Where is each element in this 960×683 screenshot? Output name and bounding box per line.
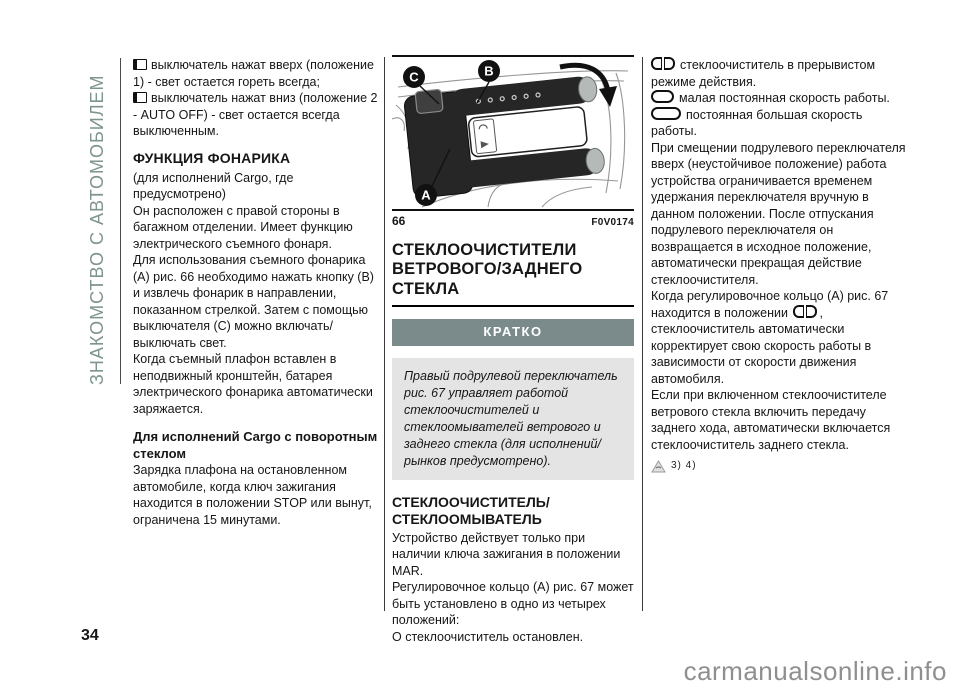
callout-a-label: A [421, 187, 431, 203]
callout-c-label: C [409, 69, 419, 85]
switch-position-icon [133, 59, 147, 70]
bullet-text: выключатель нажат вниз (положение 2 - AUTO OFF) - свет остается всегда выключенным. [133, 91, 378, 138]
column-separator-1 [384, 57, 385, 611]
paragraph: Он расположен с правой стороны в багажном отделении. Имеет функцию электрического съемного фонаря. [133, 203, 353, 251]
section-heading-wiper-washer [392, 494, 634, 528]
paragraph: Когда съемный плафон вставлен в неподвижный кронштейн, батарея электрического фонарика автоматически заряжается. [133, 352, 373, 416]
figure-66-illustration [392, 55, 634, 211]
bullet-item [133, 90, 378, 140]
item-text: постоянная большая скорость работы. [651, 107, 863, 138]
column-middle [392, 55, 634, 645]
switch-position-icon [133, 92, 147, 103]
heading-line-1: СТЕКЛООЧИСТИТЕЛЬ/ [392, 493, 550, 510]
wiper-position-item [651, 90, 907, 107]
bullet-text: выключатель нажат вверх (положение 1) - свет остается гореть всегда; [133, 58, 374, 89]
wiper-position-item [392, 629, 634, 646]
warning-triangle-icon [651, 460, 666, 473]
kratko-badge: КРАТКО [392, 319, 634, 346]
intermittent-wiper-icon [651, 57, 675, 70]
figure-code: F0V0174 [591, 217, 634, 228]
item-text: стеклоочиститель остановлен. [405, 629, 584, 644]
paragraph: Зарядка плафона на остановленном автомобиле, когда ключ зажигания находится в положении STOP или вынут, ограничена 15 минутами. [133, 463, 372, 527]
callout-b-label: B [484, 63, 494, 79]
sidebar-rule [120, 58, 121, 384]
footnote-references: 3) 4) [671, 460, 697, 471]
item-text: малая постоянная скорость работы. [679, 91, 890, 105]
wiper-position-item [651, 57, 907, 90]
page-number: 34 [81, 627, 99, 644]
item-text: стеклоочиститель в прерывистом режиме действия. [651, 58, 876, 89]
paragraph: Если при включенном стеклоочистителе ветрового стекла включить передачу заднего хода, автоматически включается стеклоочиститель заднего стекла. [651, 388, 891, 452]
column-left [133, 57, 378, 528]
paragraph: Для использования съемного фонарика (A) рис. 66 необходимо нажать кнопку (B) и извлечь фонарик в направлении, показанном стрелкой. Затем с помощью выключателя (C) можно включать/ выключать свет. [133, 253, 374, 350]
paragraph: (для исполнений Cargo, где предусмотрено) [133, 170, 294, 201]
paragraph [651, 288, 907, 387]
paragraph: Регулировочное кольцо (A) рис. 67 может быть установлено в одно из четырех положений: [392, 580, 634, 627]
figure-66 [392, 55, 634, 232]
bullet-item [133, 57, 378, 90]
low-speed-wiper-icon [651, 90, 674, 103]
footnote-row [651, 458, 907, 475]
removable-flashlight-drawing [392, 57, 634, 209]
figure-number: 66 [392, 214, 406, 228]
chapter-sidebar-label: ЗНАКОМСТВО С АВТОМОБИЛЕМ [87, 74, 107, 385]
paragraph-part: , стеклоочиститель автоматически корректирует свою скорость работы в зависимости от скорости движения автомобиля. [651, 305, 872, 386]
figure-caption [392, 213, 634, 232]
chapter-heading-wipers: СТЕКЛООЧИСТИТЕЛИ ВЕТРОВОГО/ЗАДНЕГО СТЕКЛА [392, 241, 634, 308]
paragraph: Устройство действует только при наличии ключа зажигания в положении MAR. [392, 530, 621, 578]
paragraph: При смещении подрулевого переключателя вверх (неустойчивое положение) работа устройства ограничивается временем удержания переключателя вручную в данном положении. После отпускания подрулевого переключателя он возвращается в исходное положение, автоматически прекращая действие стеклоочистителя. [651, 140, 906, 287]
wiper-off-symbol: O [392, 629, 402, 644]
column-separator-2 [642, 57, 643, 611]
high-speed-wiper-icon [651, 107, 681, 120]
paragraph-part: Когда регулировочное кольцо (A) рис. 67 находится в положении [651, 289, 889, 320]
intermittent-wiper-icon [793, 305, 817, 318]
column-right [651, 57, 907, 475]
section-heading-flashlight: ФУНКЦИЯ ФОНАРИКА [133, 149, 291, 166]
heading-line-2: СТЕКЛООМЫВАТЕЛЬ [392, 510, 542, 527]
wiper-position-item [651, 107, 907, 140]
subsection-heading-cargo: Для исполнений Cargo с поворотным стеклом [133, 429, 378, 461]
watermark-text: carmanualsonline.info [683, 655, 947, 683]
summary-quote-box: Правый подрулевой переключатель рис. 67 управляет работой стеклоочистителей и стеклоомывателей ветрового и заднего стекла (для исполнений/рынков предусмотрено). [392, 358, 634, 480]
